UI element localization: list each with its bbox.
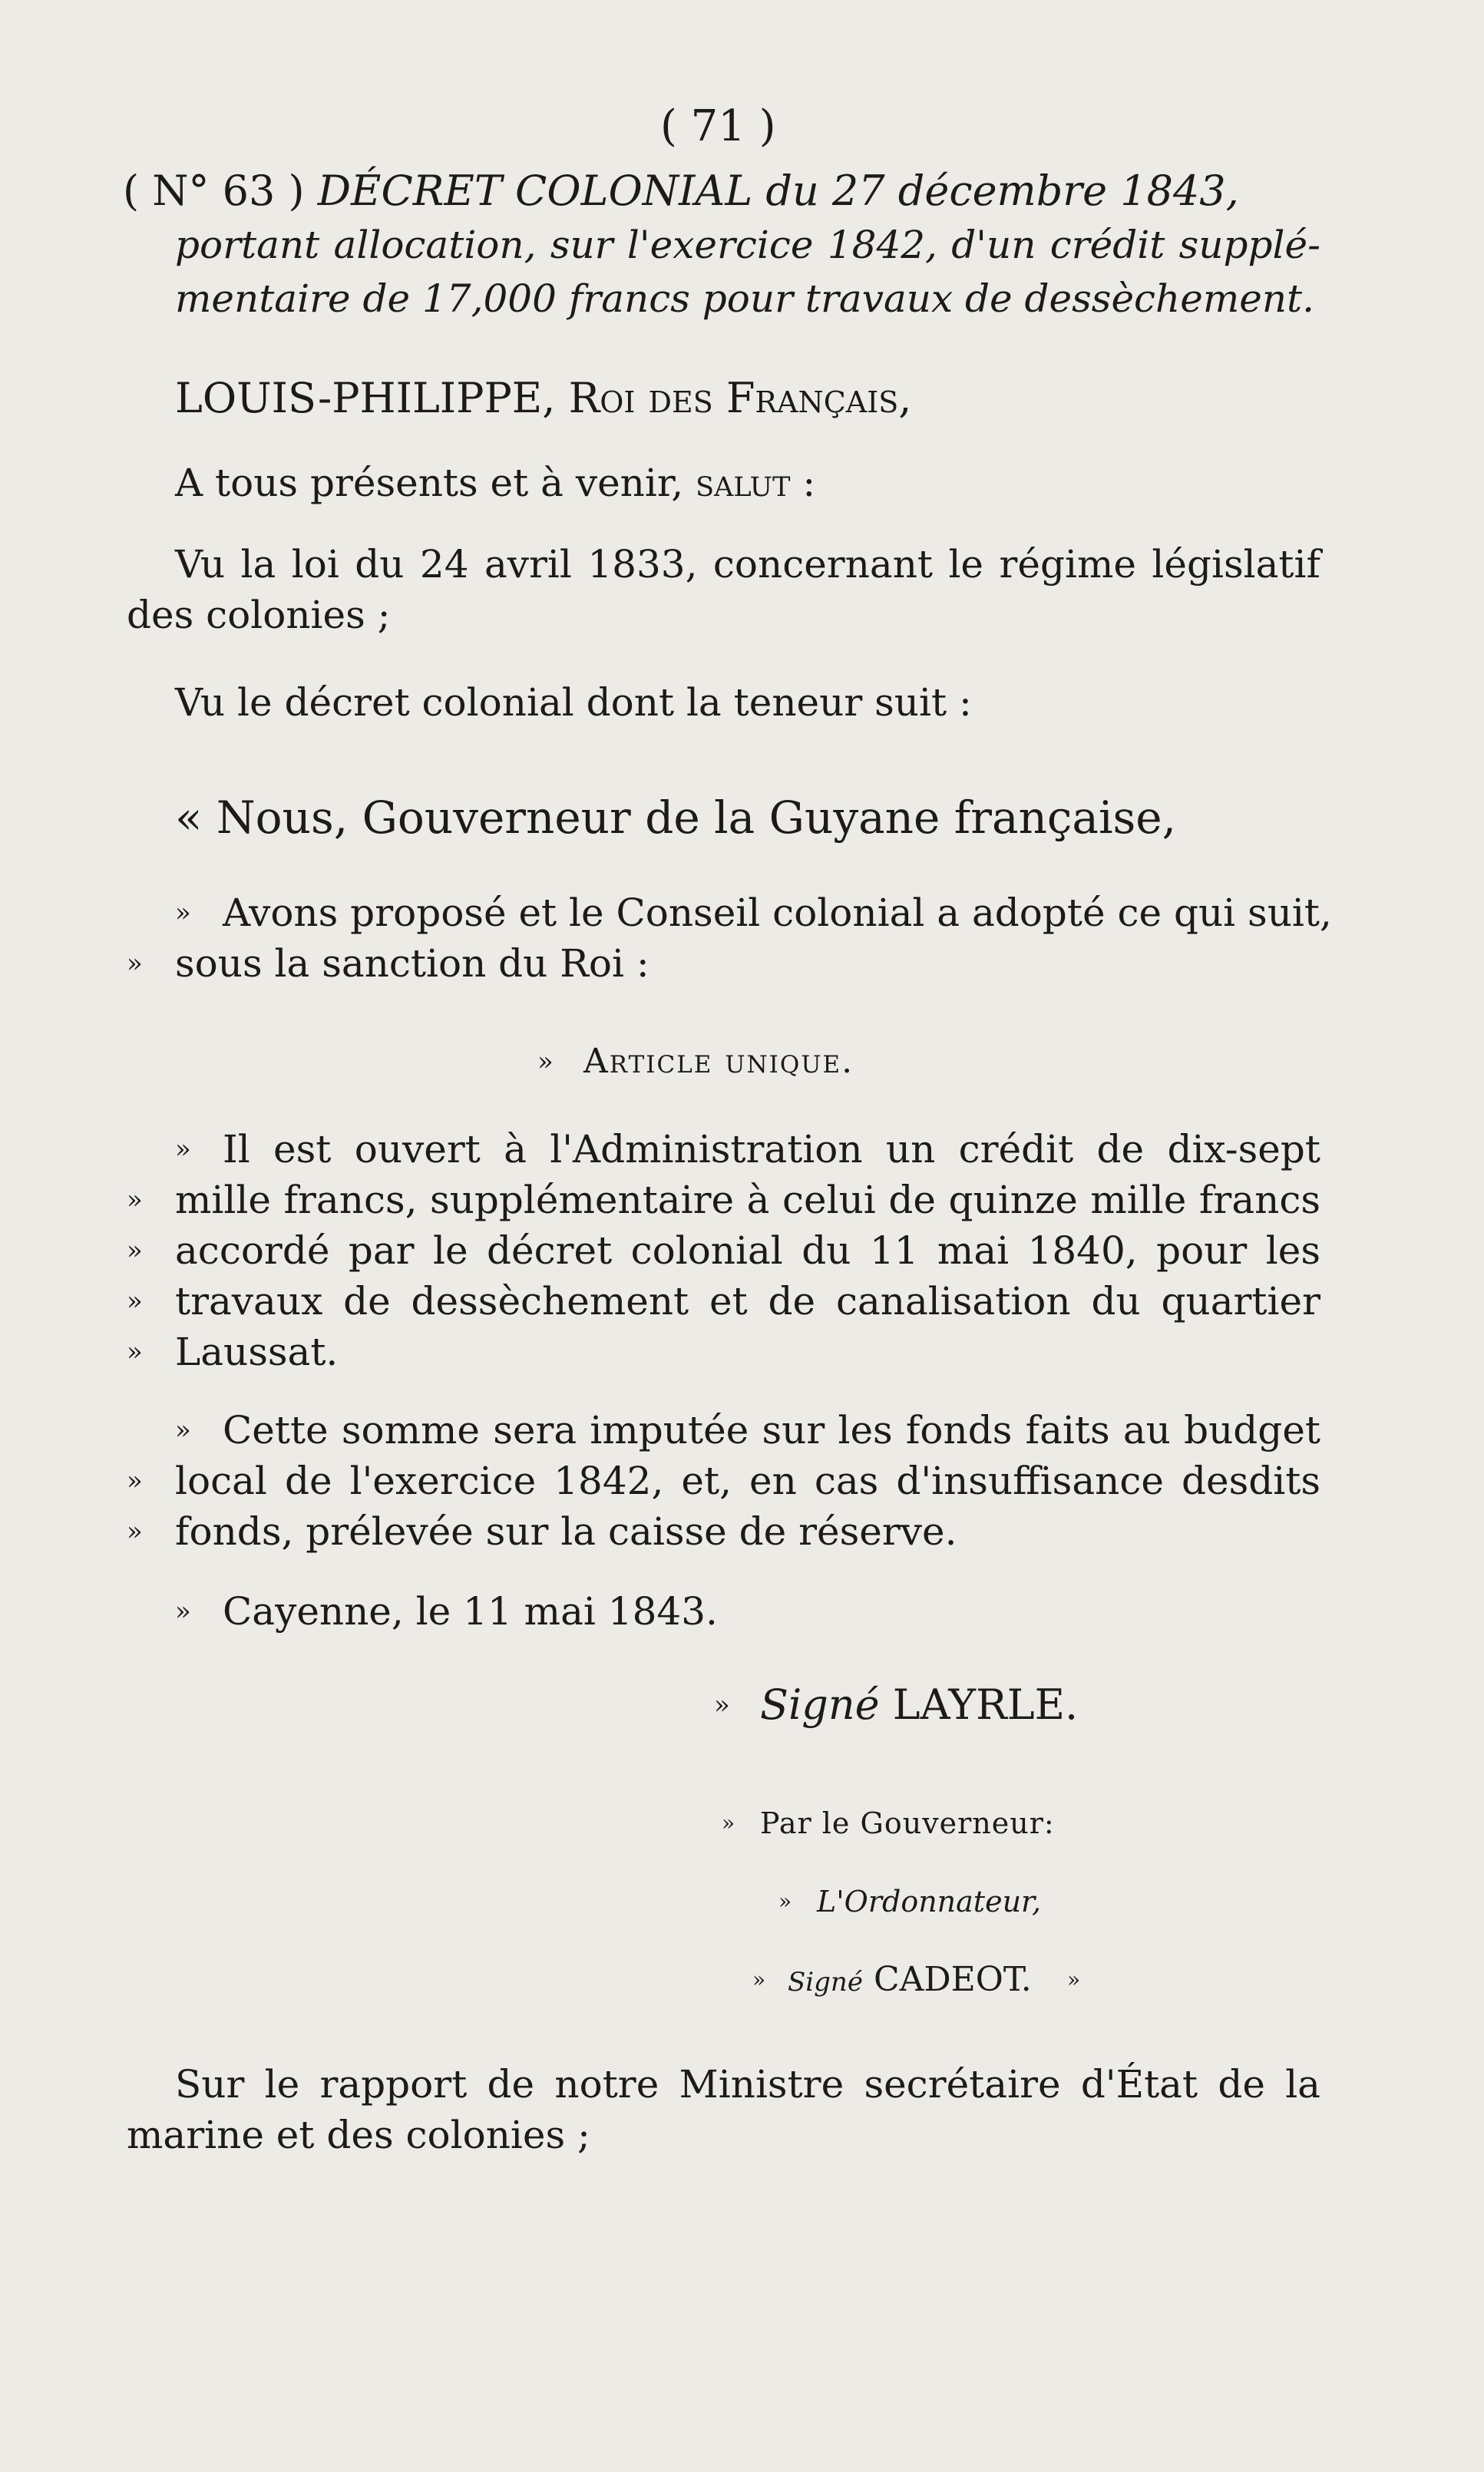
par-le-gouverneur: Par le Gouverneur: bbox=[760, 1806, 1055, 1840]
quote-mark: » bbox=[127, 1516, 143, 1547]
vu-law-line-2: des colonies ; bbox=[127, 593, 391, 637]
signe-word: Signé bbox=[760, 1680, 880, 1729]
ordonnateur: L'Ordonnateur, bbox=[817, 1885, 1042, 1918]
quote-mark: » bbox=[127, 1466, 143, 1496]
quote-mark: » bbox=[175, 1415, 191, 1446]
quote-mark: » bbox=[127, 1337, 143, 1367]
sum-line-3: fonds, prélevée sur la caisse de réserve. bbox=[175, 1509, 957, 1554]
decree-number: ( N° 63 ) bbox=[123, 167, 305, 215]
quote-mark: » bbox=[752, 1967, 766, 1992]
salutation-text: A tous présents et à venir, bbox=[175, 461, 684, 505]
quote-mark: » bbox=[127, 1286, 143, 1317]
sum-line-1: Cette somme sera imputée sur les fonds faits au budget bbox=[223, 1408, 1320, 1452]
vu-law-line-1: Vu la loi du 24 avril 1833, concernant le régime législatif bbox=[175, 542, 1320, 587]
decree-subtitle-line-1: portant allocation, sur l'exercice 1842, d'un crédit supplé- bbox=[175, 223, 1320, 267]
king-line bbox=[175, 375, 911, 422]
article-line-5: Laussat. bbox=[175, 1330, 339, 1374]
report-line-1: Sur le rapport de notre Ministre secrétaire d'État de la bbox=[175, 2062, 1320, 2107]
signatory-name: LAYRLE. bbox=[892, 1680, 1079, 1729]
governor-line bbox=[175, 792, 1177, 844]
vu-decree: Vu le décret colonial dont la teneur suit : bbox=[175, 680, 972, 725]
governor-text: « Nous, Gouverneur de la Guyane française, bbox=[175, 792, 1177, 844]
article-heading: Article unique. bbox=[583, 1042, 854, 1081]
quote-mark: » bbox=[127, 1185, 143, 1215]
proposal-line-2: sous la sanction du Roi : bbox=[175, 941, 649, 986]
article-line-4: travaux de dessèchement et de canalisation du quartier bbox=[175, 1279, 1320, 1324]
decree-date-prefix: du bbox=[765, 167, 819, 215]
king-name: LOUIS-PHILIPPE, bbox=[175, 374, 556, 422]
salut-word: salut : bbox=[696, 461, 816, 505]
salutation bbox=[175, 459, 815, 507]
king-title: Roi des Français, bbox=[568, 374, 912, 422]
quote-mark: » bbox=[175, 1134, 191, 1165]
quote-mark: » bbox=[127, 1235, 143, 1266]
quote-mark: » bbox=[714, 1690, 730, 1720]
signature-cadeot bbox=[788, 1956, 1032, 2006]
report-line-2: marine et des colonies ; bbox=[127, 2113, 590, 2157]
article-line-3: accordé par le décret colonial du 11 mai 1840, pour les bbox=[175, 1228, 1320, 1273]
decree-date: 27 décembre 1843, bbox=[831, 167, 1239, 215]
sum-line-2: local de l'exercice 1842, et, en cas d'insuffisance desdits bbox=[175, 1459, 1320, 1503]
quote-mark: » bbox=[1067, 1967, 1081, 1992]
quote-mark: » bbox=[537, 1046, 554, 1077]
signe-word: Signé bbox=[788, 1967, 863, 1998]
place-date: Cayenne, le 11 mai 1843. bbox=[223, 1589, 718, 1634]
decree-title: DÉCRET COLONIAL bbox=[317, 167, 753, 215]
decree-title-line bbox=[123, 167, 1320, 215]
quote-mark: » bbox=[778, 1889, 792, 1914]
article-line-1: Il est ouvert à l'Administration un crédit de dix-sept bbox=[223, 1127, 1320, 1172]
signature-layrle bbox=[760, 1681, 1078, 1729]
quote-mark: » bbox=[175, 897, 191, 928]
page-number: ( 71 ) bbox=[660, 101, 776, 151]
signatory-name: CADEOT. bbox=[873, 1960, 1032, 1999]
decree-subtitle-line-2: mentaire de 17,000 francs pour travaux de dessèchement. bbox=[175, 276, 1315, 321]
quote-mark: » bbox=[127, 948, 143, 979]
quote-mark: » bbox=[722, 1810, 735, 1836]
proposal-line-1: Avons proposé et le Conseil colonial a adopté ce qui suit, bbox=[223, 891, 1332, 935]
article-line-2: mille francs, supplémentaire à celui de quinze mille francs bbox=[175, 1178, 1320, 1222]
quote-mark: » bbox=[175, 1596, 191, 1627]
